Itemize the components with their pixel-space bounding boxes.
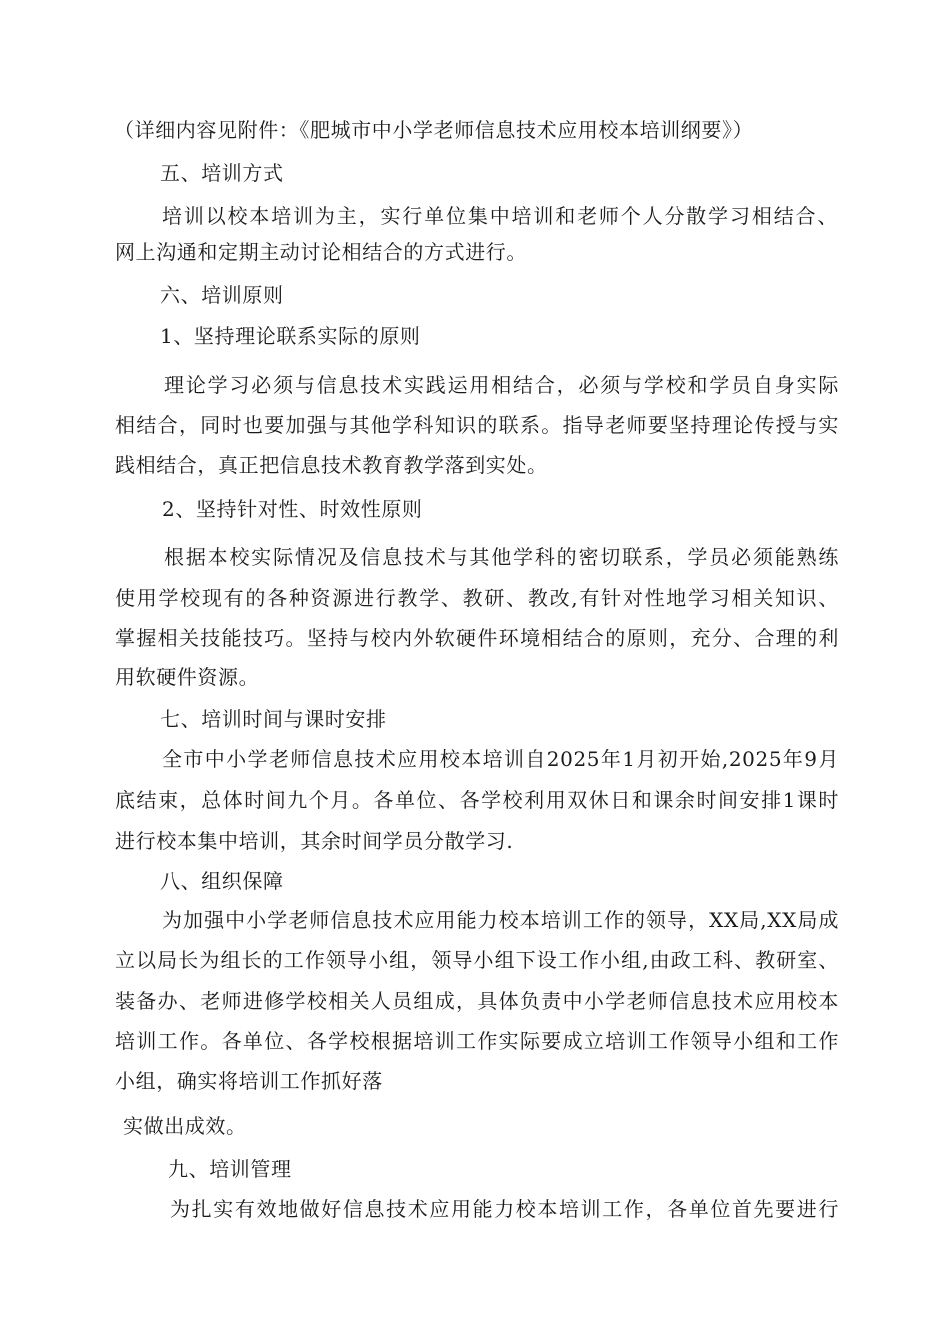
section-5-line-2: 网上沟通和定期主动讨论相结合的方式进行。	[115, 240, 527, 264]
section-7-line-1: 全市中小学老师信息技术应用校本培训自2025年1月初开始,2025年9月	[162, 747, 839, 771]
section-8-line-5: 小组，确实将培训工作抓好落	[115, 1069, 383, 1093]
principle-2-line-3: 掌握相关技能技巧。坚持与校内外软硬件环境相结合的原则，充分、合理的利	[115, 626, 839, 650]
section-8-line-3: 装备办、老师进修学校相关人员组成，具体负责中小学老师信息技术应用校本	[115, 989, 839, 1013]
section-7-heading: 七、培训时间与课时安排	[160, 707, 387, 731]
section-7-line-2: 底结束，总体时间九个月。各单位、各学校利用双休日和课余时间安排1课时	[115, 788, 839, 812]
principle-2-line-1: 根据本校实际情况及信息技术与其他学科的密切联系，学员必须能熟练	[164, 545, 839, 569]
section-8-line-2: 立以局长为组长的工作领导小组，领导小组下设工作小组,由政工科、教研室、	[115, 948, 839, 972]
principle-1-line-1: 理论学习必须与信息技术实践运用相结合，必须与学校和学员自身实际	[164, 373, 839, 397]
section-9-line-1: 为扎实有效地做好信息技术应用能力校本培训工作，各单位首先要进行	[170, 1197, 839, 1221]
attachment-reference-note: （详细内容见附件：《肥城市中小学老师信息技术应用校本培训纲要》）	[114, 118, 754, 142]
section-7-line-3: 进行校本集中培训，其余时间学员分散学习.	[115, 829, 514, 853]
section-5-heading: 五、培训方式	[160, 161, 284, 185]
principle-2-line-2: 使用学校现有的各种资源进行教学、教研、教改,有针对性地学习相关知识、	[115, 586, 839, 610]
principle-2-heading: 2、坚持针对性、时效性原则	[162, 497, 423, 521]
section-5-line-1: 培训以校本培训为主，实行单位集中培训和老师个人分散学习相结合、	[162, 204, 838, 228]
principle-1-line-3: 践相结合，真正把信息技术教育教学落到实处。	[115, 453, 548, 477]
section-8-line-6: 实做出成效。	[123, 1114, 247, 1138]
principle-1-line-2: 相结合，同时也要加强与其他学科知识的联系。指导老师要坚持理论传授与实	[115, 413, 839, 437]
section-8-line-4: 培训工作。各单位、各学校根据培训工作实际要成立培训工作领导小组和工作	[115, 1029, 839, 1053]
section-8-heading: 八、组织保障	[160, 869, 284, 893]
principle-1-heading: 1、坚持理论联系实际的原则	[160, 324, 421, 348]
section-9-heading: 九、培训管理	[168, 1157, 292, 1181]
section-8-line-1: 为加强中小学老师信息技术应用能力校本培训工作的领导，XX局,XX局成	[162, 908, 839, 932]
section-6-heading: 六、培训原则	[160, 283, 284, 307]
principle-2-line-4: 用软硬件资源。	[115, 665, 260, 689]
